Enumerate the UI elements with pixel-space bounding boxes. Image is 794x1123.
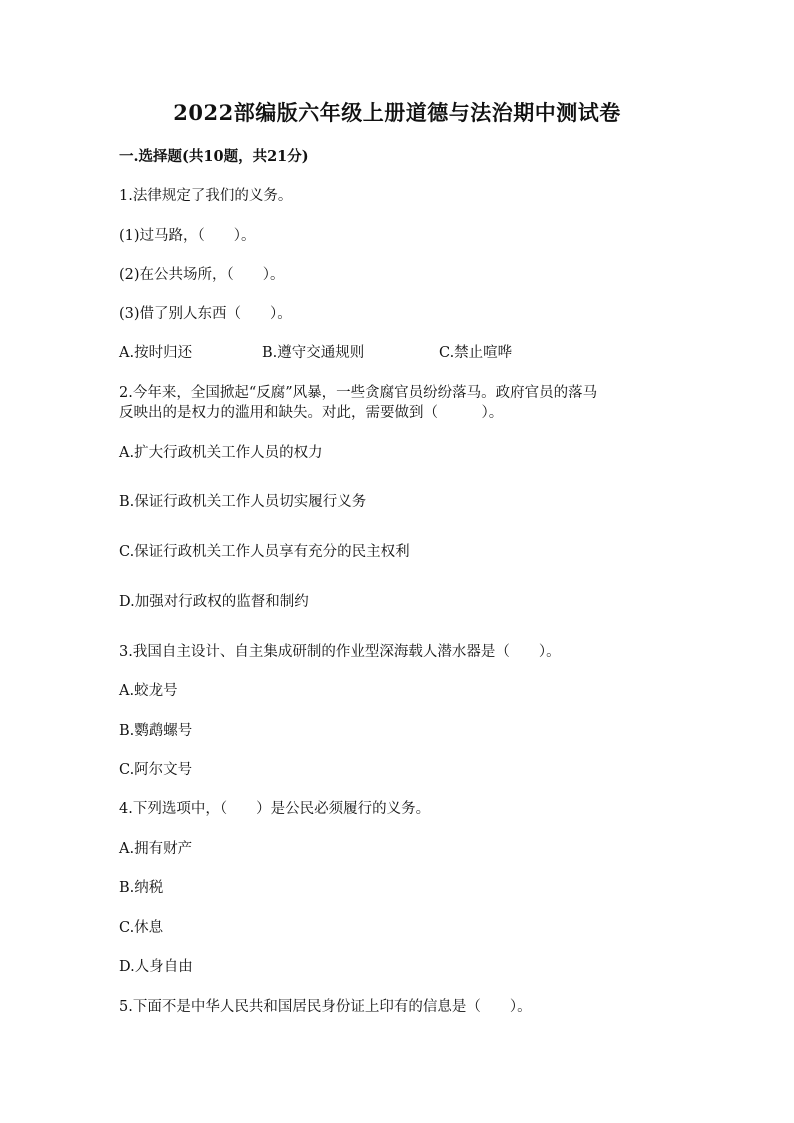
question-1-option-a: A.按时归还 [119, 345, 193, 361]
question-3-option-c: C.阿尔文号 [119, 762, 193, 778]
question-3-option-b: B.鹦鹉螺号 [119, 723, 193, 739]
question-2-option-a: A.扩大行政机关工作人员的权力 [119, 445, 323, 461]
question-4-option-a: A.拥有财产 [119, 841, 193, 857]
question-1-option-b: B.遵守交通规则 [262, 345, 365, 361]
page-title: 2022部编版六年级上册道德与法治期中测试卷 [173, 100, 621, 125]
question-4-option-b: B.纳税 [119, 880, 164, 896]
question-4-option-d: D.人身自由 [119, 959, 193, 975]
question-1-options [119, 342, 512, 364]
question-2-option-d: D.加强对行政权的监督和制约 [119, 594, 309, 610]
question-2-stem-line-1: 2.今年来，全国掀起“反腐”风暴，一些贪腐官员纷纷落马。政府官员的落马 [119, 385, 598, 401]
question-3-option-a: A.蛟龙号 [119, 683, 178, 699]
question-4-stem: 4.下列选项中，（ ）是公民必须履行的义务。 [119, 801, 431, 817]
question-2-option-c: C.保证行政机关工作人员享有充分的民主权利 [119, 544, 410, 560]
question-1-sub-item-1: (1)过马路，（ ）。 [119, 228, 256, 244]
question-1-stem: 1.法律规定了我们的义务。 [119, 188, 293, 204]
section-heading: 一.选择题(共10题，共21分) [119, 148, 309, 165]
question-2-stem-line-2: 反映出的是权力的滥用和缺失。对此，需要做到（ ）。 [119, 405, 504, 421]
question-1-sub-item-3: (3)借了别人东西（ ）。 [119, 306, 292, 322]
question-2-option-b: B.保证行政机关工作人员切实履行义务 [119, 494, 367, 510]
question-5-stem: 5.下面不是中华人民共和国居民身份证上印有的信息是（ ）。 [119, 999, 532, 1015]
question-4-option-c: C.休息 [119, 920, 164, 936]
question-1-sub-item-2: (2)在公共场所，（ ）。 [119, 267, 285, 283]
question-1-option-c: C.禁止喧哗 [439, 345, 513, 361]
question-3-stem: 3.我国自主设计、自主集成研制的作业型深海载人潜水器是（ ）。 [119, 644, 561, 660]
